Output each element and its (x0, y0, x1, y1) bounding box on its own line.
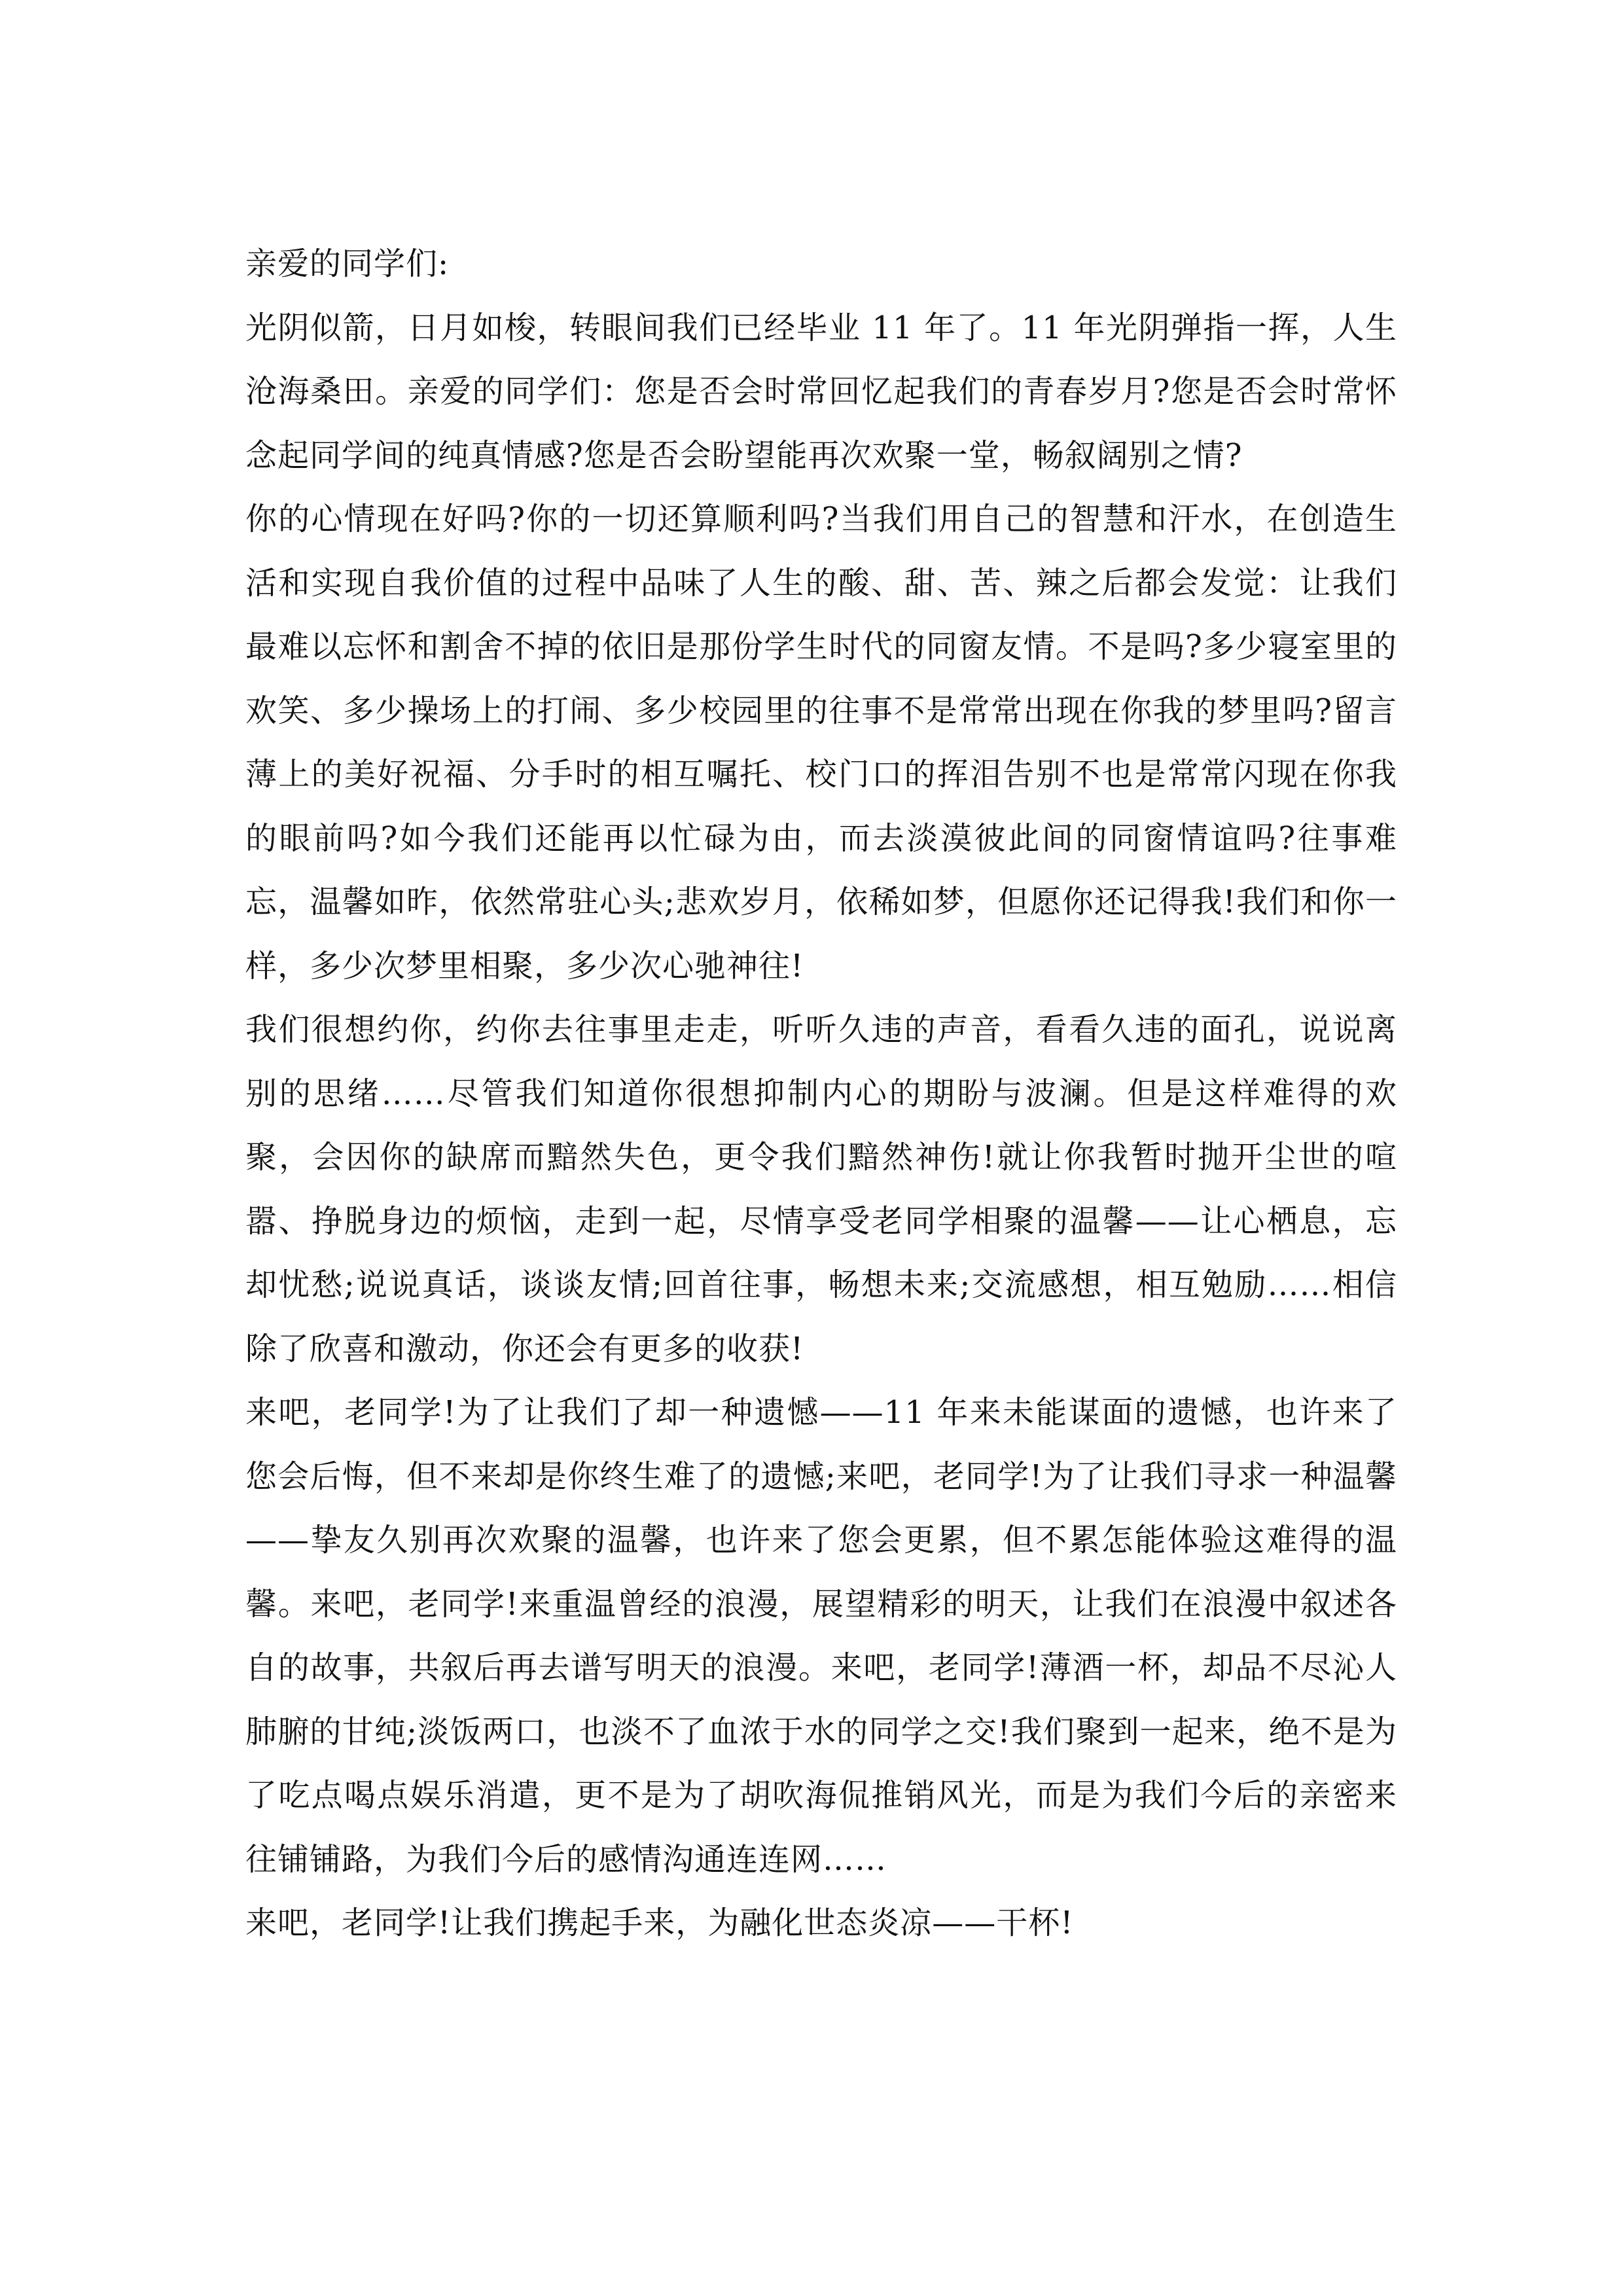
document-body (245, 232, 1397, 1956)
paragraph-memories: 你的心情现在好吗?你的一切还算顺利吗?当我们用自己的智慧和汗水，在创造生活和实现自我价值的过程中品味了人生的酸、甜、苦、辣之后都会发觉：让我们最难以忘怀和割舍不掉的依旧是那份学生时代的同窗友情。不是吗?多少寝室里的欢笑、多少操场上的打闹、多少校园里的往事不是常常出现在你我的梦里吗?留言薄上的美好祝福、分手时的相互嘱托、校门口的挥泪告别不也是常常闪现在你我的眼前吗?如今我们还能再以忙碌为由，而去淡漠彼此间的同窗情谊吗?往事难忘，温馨如昨，依然常驻心头;悲欢岁月，依稀如梦，但愿你还记得我!我们和你一样，多少次梦里相聚，多少次心驰神往! (245, 501, 1397, 984)
paragraph-toast: 来吧，老同学!让我们携起手来，为融化世态炎凉——干杯! (245, 1905, 1074, 1941)
paragraph-come-along: 来吧，老同学!为了让我们了却一种遗憾——11 年来未能谋面的遗憾，也许来了您会后悔，但不来却是你终生难了的遗憾;来吧，老同学!为了让我们寻求一种温馨——挚友久别再次欢聚的温馨，也许来了您会更累，但不累怎能体验这难得的温馨。来吧，老同学!来重温曾经的浪漫，展望精彩的明天，让我们在浪漫中叙述各自的故事，共叙后再去谱写明天的浪漫。来吧，老同学!薄酒一杯，却品不尽沁人肺腑的甘纯;淡饭两口，也淡不了血浓于水的同学之交!我们聚到一起来，绝不是为了吃点喝点娱乐消遣，更不是为了胡吹海侃推销风光，而是为我们今后的亲密来往铺铺路，为我们今后的感情沟通连连网…… (245, 1394, 1397, 1878)
paragraph-intro: 光阴似箭，日月如梭，转眼间我们已经毕业 11 年了。11 年光阴弹指一挥，人生沧海桑田。亲爱的同学们：您是否会时常回忆起我们的青春岁月?您是否会时常怀念起同学间的纯真情感?您是否会盼望能再次欢聚一堂，畅叙阔别之情? (245, 309, 1397, 474)
paragraph-invitation: 我们很想约你，约你去往事里走走，听听久违的声音，看看久违的面孔，说说离别的思绪……尽管我们知道你很想抑制内心的期盼与波澜。但是这样难得的欢聚，会因你的缺席而黯然失色，更令我们黯然神伤!就让你我暂时抛开尘世的喧嚣、挣脱身边的烦恼，走到一起，尽情享受老同学相聚的温馨——让心栖息，忘却忧愁;说说真话，谈谈友情;回首往事，畅想未来;交流感想，相互勉励……相信除了欣喜和激动，你还会有更多的收获! (245, 1011, 1397, 1367)
salutation: 亲爱的同学们: (245, 245, 450, 282)
